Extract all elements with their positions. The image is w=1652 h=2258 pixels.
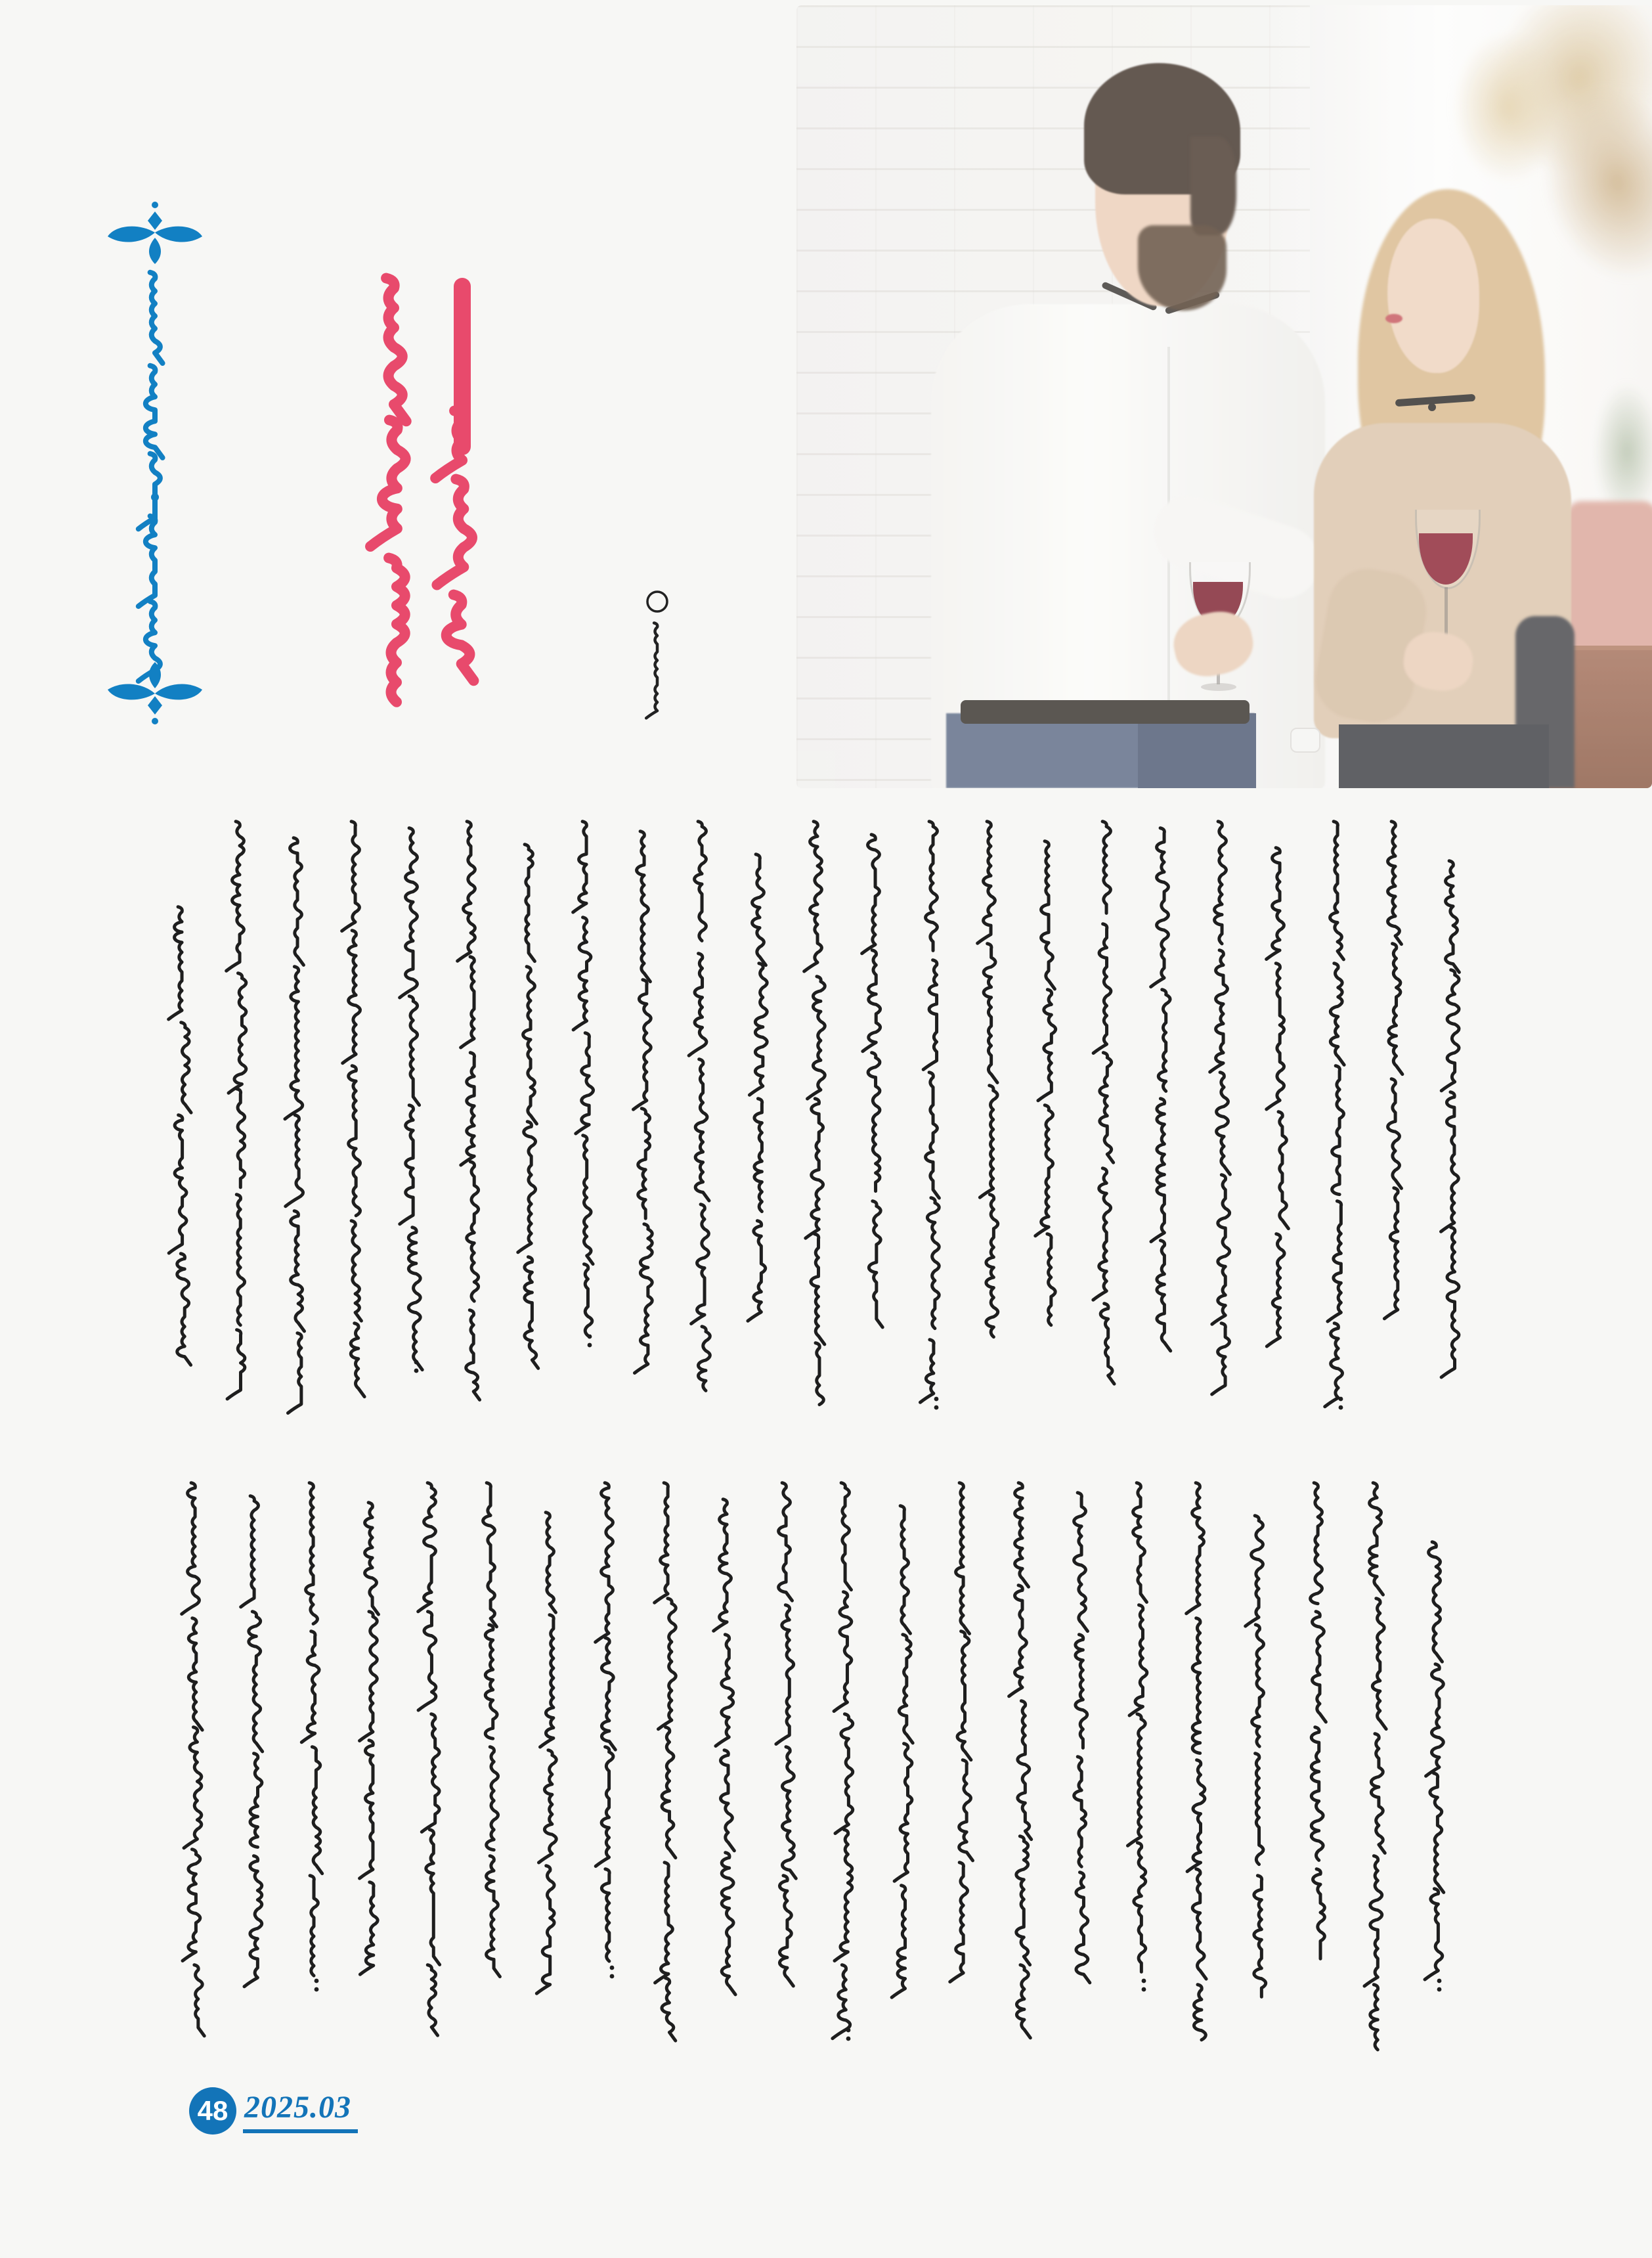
- text-column: [655, 1483, 676, 2041]
- punctuation-dots: [1142, 1987, 1146, 1992]
- body-word: [1102, 822, 1110, 914]
- body-word: [1388, 1079, 1402, 1189]
- body-word: [236, 1089, 244, 1187]
- body-word: [601, 1638, 615, 1750]
- text-column: [342, 822, 364, 1397]
- masthead-word: [150, 273, 163, 363]
- body-word: [1370, 1483, 1383, 1595]
- body-word: [841, 1483, 851, 1590]
- body-word: [754, 1099, 762, 1212]
- body-word: [833, 1965, 850, 2039]
- body-word: [1332, 1066, 1344, 1195]
- body-word: [182, 1483, 200, 1614]
- body-word: [1133, 1483, 1147, 1603]
- text-column: [1127, 1483, 1146, 1992]
- body-word: [779, 1876, 793, 1986]
- body-word: [1076, 1635, 1087, 1748]
- body-word: [900, 1506, 910, 1633]
- body-word: [351, 1323, 364, 1397]
- body-word: [1313, 1612, 1326, 1722]
- page-footer: [189, 2087, 358, 2135]
- text-column: [536, 1513, 556, 1994]
- body-word: [487, 1856, 500, 1977]
- body-word: [1074, 1493, 1088, 1631]
- body-word: [749, 963, 767, 1096]
- body-word: [1426, 1664, 1444, 1777]
- body-word: [1325, 1323, 1343, 1407]
- body-word: [899, 1635, 913, 1743]
- punctuation-dots: [610, 1974, 615, 1979]
- body-word: [978, 822, 995, 944]
- body-word: [409, 996, 419, 1105]
- text-column: [633, 831, 652, 1373]
- photo-light-wash: [796, 5, 1652, 788]
- body-word: [835, 1830, 852, 1961]
- text-column: [1441, 861, 1460, 1377]
- body-word: [343, 931, 360, 1063]
- body-word: [408, 1228, 422, 1370]
- body-word: [926, 1073, 940, 1198]
- text-column: [833, 1483, 853, 2041]
- body-word: [286, 1115, 303, 1206]
- text-column: [182, 1483, 205, 2036]
- body-word: [698, 1327, 710, 1391]
- body-word: [467, 1162, 479, 1301]
- body-word: [188, 1618, 202, 1730]
- text-column: [1325, 822, 1344, 1410]
- byline-author-name: [646, 623, 657, 719]
- body-word: [418, 1612, 436, 1710]
- body-word: [1246, 1516, 1263, 1626]
- title-word: [386, 278, 406, 422]
- text-column: [1009, 1483, 1032, 2038]
- body-word: [241, 1496, 259, 1607]
- body-word: [288, 1333, 301, 1413]
- body-word: [291, 1211, 305, 1331]
- body-word: [360, 1612, 378, 1741]
- body-word: [782, 1747, 796, 1878]
- body-word: [461, 1053, 475, 1165]
- body-word: [1210, 950, 1228, 1073]
- body-word: [351, 1221, 361, 1321]
- body-word: [1134, 1843, 1146, 1972]
- body-word: [1212, 1175, 1230, 1325]
- body-word: [427, 1965, 437, 2035]
- body-word: [576, 1033, 594, 1134]
- body-word: [1370, 1985, 1378, 2050]
- punctuation-dots: [1437, 1979, 1442, 1983]
- body-word: [716, 1635, 733, 1746]
- punctuation-dots: [588, 1335, 592, 1339]
- text-column: [1074, 1493, 1090, 1983]
- body-word: [342, 822, 360, 931]
- body-word: [466, 1310, 480, 1400]
- body-word: [1041, 841, 1055, 989]
- body-word: [633, 980, 651, 1110]
- body-word: [956, 1483, 970, 1634]
- text-column: [748, 854, 767, 1321]
- text-column: [1151, 828, 1171, 1351]
- body-word: [418, 1483, 436, 1612]
- body-word: [177, 1254, 191, 1365]
- body-word: [525, 845, 534, 962]
- text-column: [1267, 848, 1289, 1346]
- body-word: [892, 1886, 905, 1998]
- body-word: [1016, 1836, 1030, 1965]
- text-column: [169, 907, 191, 1365]
- body-word: [752, 854, 766, 965]
- body-word: [926, 822, 938, 951]
- body-word: [461, 957, 475, 1048]
- text-column: [1210, 822, 1230, 1394]
- body-word: [927, 1198, 939, 1329]
- body-word: [1384, 1188, 1398, 1319]
- text-column: [920, 822, 939, 1410]
- text-column: [301, 1483, 322, 1992]
- text-column: [1246, 1516, 1266, 1997]
- body-word: [920, 1340, 934, 1403]
- text-column: [1186, 1483, 1206, 2040]
- body-word: [1311, 1483, 1322, 1604]
- text-column: [418, 1483, 440, 2035]
- body-word: [1425, 1889, 1443, 1980]
- body-word: [169, 907, 183, 1019]
- punctuation-dots: [1437, 1987, 1442, 1992]
- body-word: [1311, 1727, 1323, 1861]
- text-column: [1364, 1483, 1386, 2050]
- separator-dot: [151, 493, 159, 501]
- body-word: [183, 1849, 200, 1961]
- body-word: [483, 1483, 497, 1627]
- body-word: [691, 1205, 709, 1324]
- punctuation-dots: [315, 1979, 319, 1983]
- body-word: [1441, 1092, 1459, 1232]
- body-word: [400, 828, 418, 998]
- body-word: [169, 1115, 186, 1253]
- body-word: [1212, 1323, 1230, 1394]
- body-word: [1100, 1304, 1114, 1384]
- body-word: [1018, 1701, 1032, 1840]
- body-word: [1093, 1168, 1111, 1300]
- title-word: [389, 558, 405, 702]
- text-column: [689, 822, 710, 1391]
- body-word: [1371, 1734, 1385, 1853]
- title-word: [437, 479, 472, 585]
- body-word: [1372, 1599, 1386, 1729]
- body-word: [1047, 1234, 1055, 1325]
- body-word: [360, 1740, 374, 1878]
- body-word: [227, 1330, 245, 1399]
- body-word: [1441, 970, 1459, 1091]
- body-word: [349, 1066, 360, 1216]
- body-word: [1100, 1053, 1114, 1162]
- body-word: [244, 1856, 262, 1987]
- body-word: [1093, 924, 1111, 1053]
- punctuation-dots: [846, 2028, 851, 2033]
- body-word: [658, 1599, 676, 1729]
- author-byline: [646, 592, 667, 718]
- body-word: [834, 1592, 852, 1712]
- title-word: [446, 595, 474, 681]
- body-word: [748, 1221, 766, 1321]
- punctuation-dots: [414, 1369, 419, 1373]
- body-word: [360, 1882, 378, 1975]
- body-word: [806, 1099, 823, 1239]
- article-body-text: [169, 822, 1460, 2050]
- body-word: [637, 831, 651, 982]
- body-word: [721, 1750, 735, 1851]
- article-photo: [796, 5, 1652, 788]
- body-word: [583, 1136, 593, 1264]
- body-word: [957, 1631, 971, 1760]
- body-word: [249, 1612, 263, 1752]
- body-word: [236, 1195, 244, 1325]
- text-column: [573, 822, 594, 1348]
- body-word: [426, 1830, 440, 1965]
- body-word: [1038, 990, 1056, 1101]
- body-word: [980, 1086, 997, 1198]
- body-word: [869, 1201, 882, 1327]
- body-word: [1192, 1618, 1200, 1754]
- body-word: [1194, 1985, 1206, 2040]
- body-word: [1267, 963, 1284, 1109]
- body-word: [804, 822, 822, 971]
- body-word: [596, 1747, 613, 1867]
- article-title: [370, 278, 473, 702]
- text-column: [1311, 1483, 1326, 1959]
- punctuation-dots: [610, 1966, 615, 1970]
- body-word: [835, 1714, 853, 1834]
- body-word: [1430, 1773, 1444, 1893]
- body-word: [923, 960, 937, 1070]
- text-column: [1425, 1542, 1444, 1992]
- title-word: [435, 411, 462, 479]
- body-word: [365, 1503, 379, 1614]
- text-column: [1384, 822, 1402, 1319]
- body-word: [1278, 1112, 1288, 1229]
- body-word: [596, 1483, 613, 1643]
- punctuation-dots: [846, 2037, 851, 2041]
- body-word: [227, 822, 244, 971]
- body-word: [1192, 1869, 1206, 1979]
- body-word: [285, 967, 303, 1119]
- body-word: [959, 1760, 973, 1861]
- body-word: [1330, 963, 1344, 1065]
- body-word: [573, 822, 587, 912]
- ornament-icon: [108, 202, 202, 264]
- body-word: [986, 1195, 998, 1337]
- body-word: [863, 950, 880, 1052]
- page-number-badge: 48: [189, 2087, 236, 2135]
- text-column: [596, 1483, 616, 1979]
- body-word: [984, 944, 997, 1083]
- body-word: [950, 1863, 968, 1982]
- body-word: [1328, 1201, 1341, 1321]
- text-column: [892, 1506, 913, 1998]
- body-word: [422, 1714, 439, 1832]
- text-column: [1093, 822, 1114, 1384]
- body-word: [306, 1483, 318, 1624]
- body-word: [1187, 1760, 1205, 1872]
- body-word: [194, 1965, 204, 2036]
- text-column: [458, 822, 480, 1400]
- text-column: [518, 845, 538, 1369]
- body-word: [1429, 1542, 1443, 1662]
- body-word: [1217, 1073, 1230, 1174]
- body-word: [181, 1023, 191, 1113]
- body-word: [1158, 990, 1170, 1092]
- text-column: [227, 822, 246, 1399]
- body-word: [536, 1866, 554, 1994]
- body-word: [776, 1605, 794, 1744]
- body-word: [662, 1978, 676, 2041]
- body-word: [1009, 1585, 1027, 1696]
- title-word: [370, 420, 406, 547]
- punctuation-dots: [1339, 1406, 1343, 1410]
- body-word: [1186, 1483, 1204, 1614]
- body-word: [1016, 1965, 1030, 2038]
- body-word: [540, 1615, 554, 1747]
- body-word: [1215, 822, 1227, 944]
- body-word: [1255, 1754, 1263, 1865]
- text-column: [776, 1483, 796, 1986]
- body-word: [655, 1483, 668, 1603]
- punctuation-dots: [1339, 1397, 1343, 1402]
- body-word: [518, 1122, 536, 1252]
- ornament-icon: [108, 662, 202, 724]
- text-column: [804, 822, 825, 1405]
- body-word: [301, 1631, 319, 1742]
- body-word: [228, 973, 246, 1094]
- body-word: [862, 835, 880, 954]
- text-column: [285, 838, 305, 1413]
- body-word: [1074, 1757, 1086, 1867]
- body-word: [458, 822, 475, 962]
- body-word: [655, 1863, 673, 1983]
- text-column: [483, 1483, 500, 1977]
- punctuation-dots: [315, 1987, 319, 1992]
- body-word: [1129, 1605, 1147, 1716]
- body-word: [779, 1483, 793, 1601]
- punctuation-dots: [588, 1343, 592, 1348]
- body-word: [1015, 1483, 1029, 1587]
- body-word: [1267, 848, 1284, 960]
- body-word: [714, 1499, 731, 1631]
- body-word: [868, 1053, 880, 1191]
- body-word: [538, 1750, 556, 1863]
- body-word: [1151, 828, 1169, 987]
- body-word: [1389, 944, 1402, 1074]
- body-word: [1254, 1876, 1266, 1997]
- body-word: [290, 838, 304, 965]
- body-word: [695, 822, 706, 941]
- body-word: [546, 1513, 555, 1612]
- body-word: [1364, 1856, 1382, 1986]
- body-word: [1330, 822, 1344, 960]
- text-column: [241, 1496, 263, 1987]
- body-word: [662, 1727, 676, 1858]
- body-word: [525, 1257, 538, 1369]
- body-word: [894, 1744, 912, 1882]
- body-word: [312, 1747, 322, 1874]
- text-column: [1035, 841, 1056, 1325]
- text-column: [400, 828, 423, 1373]
- punctuation-dots: [934, 1406, 939, 1410]
- body-word: [573, 918, 591, 1030]
- text-column: [862, 835, 883, 1327]
- body-word: [523, 967, 537, 1124]
- body-word: [634, 1224, 652, 1373]
- body-word: [815, 1343, 823, 1405]
- body-word: [1035, 1105, 1053, 1236]
- body-word: [1076, 1872, 1090, 1983]
- body-word: [808, 977, 825, 1099]
- byline-circle-marker: [647, 592, 667, 611]
- body-word: [1252, 1625, 1264, 1746]
- body-word: [310, 1876, 318, 1976]
- text-column: [950, 1483, 973, 1982]
- upper-band: [169, 822, 1460, 1413]
- text-column: [714, 1499, 735, 1995]
- issue-date: 2025.03: [243, 2089, 358, 2133]
- body-word: [638, 1109, 650, 1218]
- body-word: [1267, 1234, 1284, 1346]
- punctuation-dots: [934, 1397, 939, 1402]
- body-word: [584, 1264, 592, 1336]
- punctuation-dots: [414, 1360, 419, 1365]
- body-word: [1388, 822, 1402, 944]
- body-word: [1446, 861, 1460, 973]
- body-word: [1157, 1241, 1171, 1351]
- body-word: [1127, 1714, 1145, 1846]
- body-word: [1313, 1869, 1325, 1959]
- body-word: [184, 1727, 202, 1848]
- body-word: [250, 1754, 262, 1848]
- lower-band: [182, 1483, 1444, 2050]
- text-column: [978, 822, 998, 1337]
- text-column: [360, 1503, 379, 1975]
- body-word: [1151, 1099, 1165, 1242]
- body-word: [487, 1747, 498, 1850]
- section-masthead: [108, 202, 202, 724]
- body-word: [400, 1105, 414, 1224]
- body-word: [722, 1853, 735, 1995]
- body-word: [485, 1625, 497, 1738]
- body-word: [695, 1059, 709, 1201]
- masthead-word: [146, 366, 163, 458]
- body-word: [1441, 1228, 1459, 1377]
- body-word: [689, 954, 706, 1056]
- punctuation-dots: [1142, 1979, 1146, 1983]
- body-word: [811, 1234, 825, 1344]
- body-word: [601, 1869, 609, 1961]
